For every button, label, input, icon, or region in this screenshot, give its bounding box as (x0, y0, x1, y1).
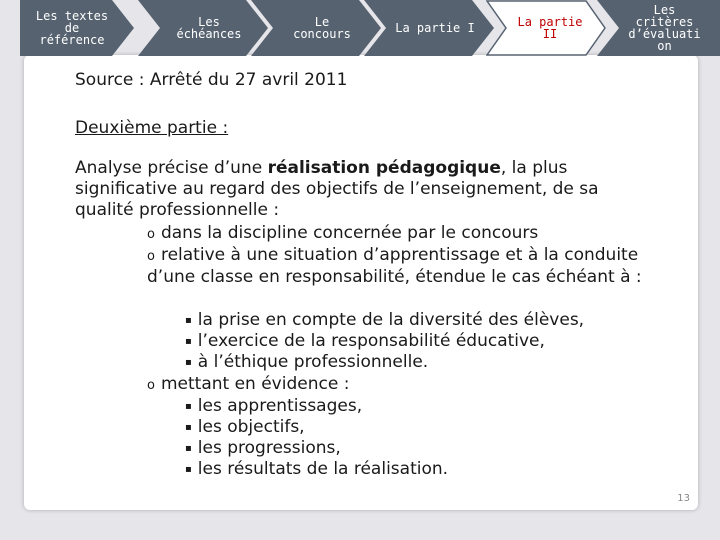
square-bullet-icon: ▪ (185, 336, 192, 347)
nav-item-echeances[interactable] (138, 0, 268, 56)
list-item-text: dans la discipline concernée par le concours (160, 223, 539, 243)
circle-bullet-icon: o (147, 249, 155, 264)
intro-bold-text: réalisation pédagogique (267, 158, 501, 178)
nav-item-label: Les échéances (176, 15, 242, 41)
sub-list-item-text: les apprentissages, (197, 396, 363, 416)
sub-list-item-text: à l’éthique professionnelle. (197, 352, 429, 372)
sub-list-item (185, 459, 448, 482)
list-item (147, 374, 667, 396)
nav-item-label: La partie I (395, 21, 475, 35)
list-item (147, 223, 667, 245)
nav-item-label: Le concours (293, 15, 351, 41)
list-item (147, 245, 667, 288)
circle-bullet-icon: o (147, 378, 155, 393)
nav-item-partie-2-active[interactable] (486, 0, 606, 56)
sub-list-item-text: les objectifs, (197, 417, 305, 437)
sub-list-item (185, 417, 305, 440)
intro-paragraph (75, 158, 655, 221)
sub-list-item-text: les progressions, (197, 438, 341, 458)
sub-list-item (185, 310, 584, 333)
nav-item-textes-reference[interactable] (20, 0, 134, 56)
square-bullet-icon: ▪ (185, 464, 192, 475)
sub-list-item (185, 352, 428, 375)
list-item-text: mettant en évidence : (160, 374, 350, 394)
sub-list-item-text: les résultats de la réalisation. (197, 459, 449, 479)
section-title: Deuxième partie : (75, 118, 229, 138)
circle-bullet-icon: o (147, 227, 155, 242)
sub-list-item-text: la prise en compte de la diversité des élèves, (197, 310, 585, 330)
nav-item-partie-1[interactable] (364, 0, 494, 56)
square-bullet-icon: ▪ (185, 315, 192, 326)
list-item-text: relative à une situation d’apprentissage et à la conduite d’une classe en responsabilité, étendue le cas échéant à : (147, 245, 642, 287)
intro-text: , la plus significative au regard des objectifs de l’enseignement, de sa qualité professionnelle : (75, 158, 599, 220)
sub-list-item-text: l’exercice de la responsabilité éducative, (197, 331, 545, 351)
navigation-bar (0, 0, 720, 56)
intro-text: Analyse précise d’une (75, 158, 268, 178)
page-number: 13 (677, 493, 690, 504)
square-bullet-icon: ▪ (185, 357, 192, 368)
nav-item-concours[interactable] (251, 0, 381, 56)
nav-item-label: La partie II (517, 15, 583, 41)
nav-item-label: Les textes de référence (35, 9, 109, 47)
sub-list-item (185, 396, 362, 419)
nav-item-criteres-evaluation[interactable] (597, 0, 720, 56)
square-bullet-icon: ▪ (185, 401, 192, 412)
square-bullet-icon: ▪ (185, 443, 192, 454)
square-bullet-icon: ▪ (185, 422, 192, 433)
sub-list-item (185, 438, 341, 461)
sub-list-item (185, 331, 545, 354)
nav-item-label: Les critères d’évaluati on (628, 3, 701, 53)
source-line: Source : Arrêté du 27 avril 2011 (75, 70, 348, 90)
